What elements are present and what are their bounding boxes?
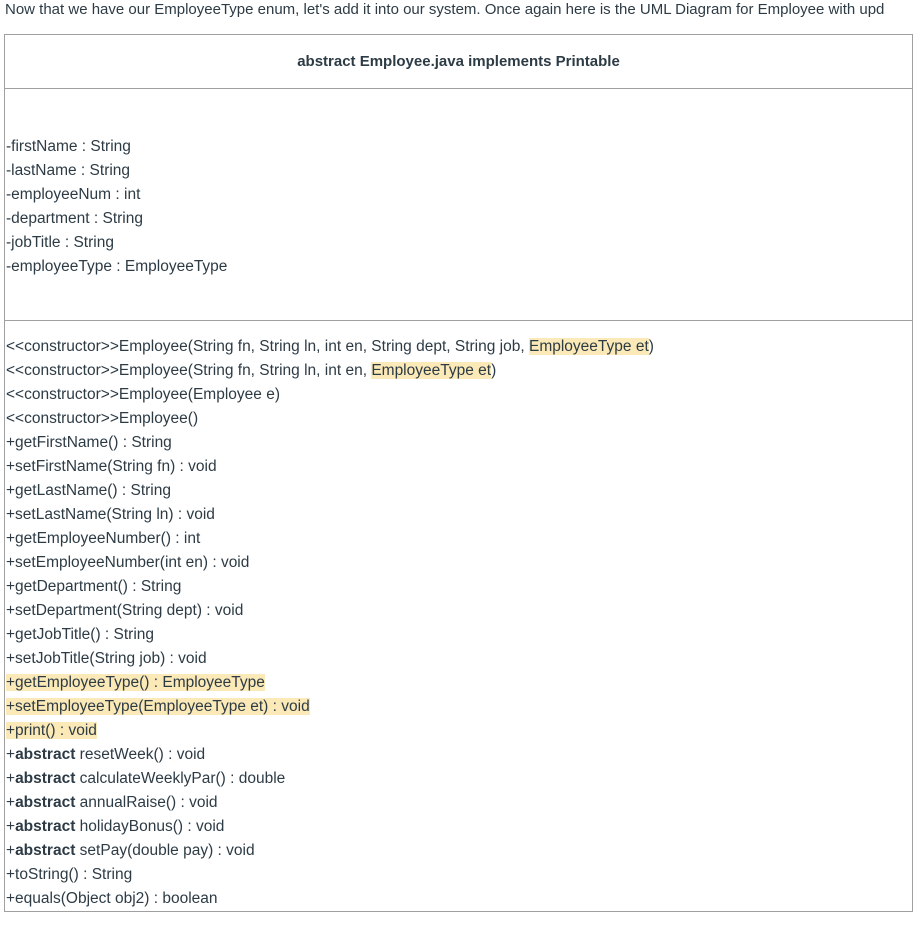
field-employeenum: -employeeNum : int bbox=[6, 186, 141, 203]
method-constructor-partial-end: ) bbox=[491, 362, 497, 379]
method-setfirstname: +setFirstName(String fn) : void bbox=[6, 458, 217, 475]
method-setjobtitle: +setJobTitle(String job) : void bbox=[6, 650, 207, 667]
method-constructor-full-end: ) bbox=[648, 338, 654, 355]
plus-sign: + bbox=[6, 818, 16, 835]
plus-sign: + bbox=[6, 842, 16, 859]
abstract-keyword: abstract bbox=[15, 818, 76, 835]
abstract-keyword: abstract bbox=[15, 746, 76, 763]
method-resetweek-text: resetWeek() : void bbox=[75, 746, 206, 763]
method-constructor-full-highlight: EmployeeType et bbox=[528, 338, 649, 355]
plus-sign: + bbox=[6, 746, 16, 763]
method-setdepartment: +setDepartment(String dept) : void bbox=[6, 602, 244, 619]
field-employeetype: -employeeType : EmployeeType bbox=[6, 258, 228, 275]
plus-sign: + bbox=[6, 770, 16, 787]
abstract-keyword: abstract bbox=[15, 770, 76, 787]
method-print-text: +print() : void bbox=[6, 722, 97, 739]
method-getdepartment: +getDepartment() : String bbox=[6, 578, 182, 595]
method-print bbox=[5, 719, 912, 743]
uml-class-box bbox=[4, 34, 913, 912]
method-annualraise bbox=[5, 791, 912, 815]
method-constructor-full-text: <<constructor>>Employee(String fn, String ln, int en, String dept, String job, bbox=[6, 338, 529, 355]
method-resetweek bbox=[5, 743, 912, 767]
intro-text: Now that we have our EmployeeType enum, let's add it into our system. Once again here is the UML Diagram for Employee with upd bbox=[5, 1, 885, 18]
plus-sign: + bbox=[6, 794, 16, 811]
method-tostring: +toString() : String bbox=[6, 866, 133, 883]
method-getjobtitle: +getJobTitle() : String bbox=[6, 626, 155, 643]
method-setemployeenumber: +setEmployeeNumber(int en) : void bbox=[6, 554, 250, 571]
field-jobtitle: -jobTitle : String bbox=[6, 234, 114, 251]
field-department: -department : String bbox=[6, 210, 143, 227]
method-calculateweeklypar-text: calculateWeeklyPar() : double bbox=[75, 770, 286, 787]
method-holidaybonus bbox=[5, 815, 912, 839]
method-setemployeetype bbox=[5, 695, 912, 719]
method-getemployeenumber: +getEmployeeNumber() : int bbox=[6, 530, 201, 547]
method-getfirstname: +getFirstName() : String bbox=[6, 434, 172, 451]
abstract-keyword: abstract bbox=[15, 842, 76, 859]
method-setpay-text: setPay(double pay) : void bbox=[75, 842, 255, 859]
method-constructor-partial bbox=[5, 359, 912, 383]
method-setpay bbox=[5, 839, 912, 863]
method-constructor-partial-text: <<constructor>>Employee(String fn, String ln, int en, bbox=[6, 362, 372, 379]
method-equals: +equals(Object obj2) : boolean bbox=[6, 890, 218, 907]
method-calculateweeklypar bbox=[5, 767, 912, 791]
method-constructor-copy: <<constructor>>Employee(Employee e) bbox=[6, 386, 280, 403]
field-firstname: -firstName : String bbox=[6, 138, 131, 155]
method-holidaybonus-text: holidayBonus() : void bbox=[75, 818, 225, 835]
method-getemployeetype bbox=[5, 671, 912, 695]
method-constructor-full bbox=[5, 335, 912, 359]
method-constructor-partial-highlight: EmployeeType et bbox=[371, 362, 492, 379]
method-setlastname: +setLastName(String ln) : void bbox=[6, 506, 215, 523]
method-getlastname: +getLastName() : String bbox=[6, 482, 171, 499]
class-header: abstract Employee.java implements Printable bbox=[5, 35, 912, 89]
methods-section bbox=[5, 321, 912, 911]
field-lastname: -lastName : String bbox=[6, 162, 131, 179]
method-constructor-default: <<constructor>>Employee() bbox=[6, 410, 199, 427]
method-setemployeetype-text: +setEmployeeType(EmployeeType et) : void bbox=[6, 698, 310, 715]
abstract-keyword: abstract bbox=[15, 794, 76, 811]
method-annualraise-text: annualRaise() : void bbox=[75, 794, 218, 811]
method-getemployeetype-text: +getEmployeeType() : EmployeeType bbox=[6, 674, 265, 691]
fields-section bbox=[5, 89, 912, 321]
